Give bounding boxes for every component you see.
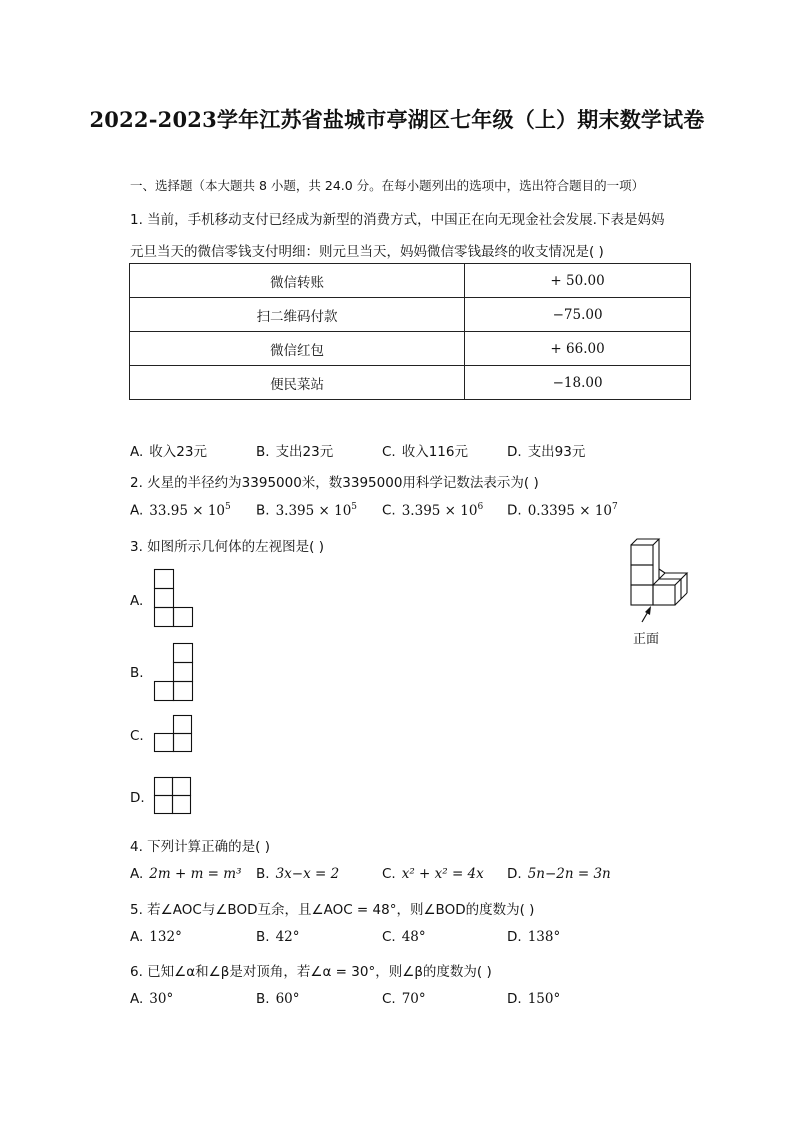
q2-stem: 2. 火星的半径约为3395000米，数3395000用科学记数法表示为( ): [130, 475, 539, 491]
q3-stem: 3. 如图所示几何体的左视图是( ): [130, 539, 324, 555]
q3-option-a-figure[interactable]: [154, 569, 194, 629]
q5-option-c[interactable]: C. 48°: [382, 929, 426, 945]
q1-option-a[interactable]: A. 收入23元: [130, 444, 207, 460]
q1-option-d[interactable]: D. 支出93元: [507, 444, 586, 460]
q3-option-b-label[interactable]: B.: [130, 665, 144, 681]
q6-option-c[interactable]: C. 70°: [382, 991, 426, 1007]
front-label: 正面: [633, 632, 660, 647]
q3-option-d-label[interactable]: D.: [130, 790, 145, 806]
q1-option-c[interactable]: C. 收入116元: [382, 444, 468, 460]
q4-option-d[interactable]: D. 5n−2n = 3n: [507, 866, 611, 882]
table-row: [130, 298, 691, 332]
q6-option-b[interactable]: B. 60°: [256, 991, 300, 1007]
q3-option-c-figure[interactable]: [154, 715, 194, 755]
table-cell-item: 扫二维码付款: [130, 298, 465, 332]
table-cell-amount: −75.00: [465, 298, 691, 332]
q6-stem: 6. 已知∠α和∠β是对顶角，若∠α = 30°，则∠β的度数为( ): [130, 964, 492, 980]
q6-option-d[interactable]: D. 150°: [507, 991, 561, 1007]
table-cell-item: 便民菜站: [130, 366, 465, 400]
table-cell-item: 微信红包: [130, 332, 465, 366]
q4-stem: 4. 下列计算正确的是( ): [130, 839, 270, 855]
table-cell-item: 微信转账: [130, 264, 465, 298]
q3-option-d-figure[interactable]: [154, 777, 194, 817]
table-cell-amount: −18.00: [465, 366, 691, 400]
q5-option-d[interactable]: D. 138°: [507, 929, 561, 945]
q4-option-a[interactable]: A. 2m + m = m³: [130, 866, 242, 882]
payment-table: [129, 263, 691, 400]
solid-figure: [625, 535, 695, 630]
q3-option-b-figure[interactable]: [154, 643, 194, 703]
q1-option-b[interactable]: B. 支出23元: [256, 444, 334, 460]
table-row: [130, 264, 691, 298]
q2-option-c[interactable]: C. $3.395 \times 10^6$: [382, 502, 484, 519]
q4-option-c[interactable]: C. x² + x² = 4x: [382, 866, 484, 882]
q5-option-b[interactable]: B. 42°: [256, 929, 300, 945]
table-cell-amount: + 50.00: [465, 264, 691, 298]
q3-option-a-label[interactable]: A.: [130, 593, 144, 609]
table-row: [130, 366, 691, 400]
q2-option-a[interactable]: A. $33.95 \times 10^5$: [130, 502, 231, 519]
q6-option-a[interactable]: A. 30°: [130, 991, 174, 1007]
table-cell-amount: + 66.00: [465, 332, 691, 366]
q2-option-b[interactable]: B. $3.395 \times 10^5$: [256, 502, 358, 519]
q4-option-b[interactable]: B. 3x−x = 2: [256, 866, 340, 882]
q1-stem-line2: 元旦当天的微信零钱支付明细：则元旦当天，妈妈微信零钱最终的收支情况是( ): [130, 244, 604, 260]
q5-stem: 5. 若∠AOC与∠BOD互余，且∠AOC = 48°，则∠BOD的度数为( ): [130, 902, 535, 918]
q1-stem-line1: 1. 当前，手机移动支付已经成为新型的消费方式，中国正在向无现金社会发展.下表是妈妈: [130, 212, 665, 228]
q3-option-c-label[interactable]: C.: [130, 728, 144, 744]
q2-option-d[interactable]: D. $0.3395 \times 10^7$: [507, 502, 618, 519]
exam-title: 2022-2023学年江苏省盐城市亭湖区七年级（上）期末数学试卷: [89, 107, 705, 132]
table-row: [130, 332, 691, 366]
section-heading: 一、选择题（本大题共 8 小题，共 24.0 分。在每小题列出的选项中，选出符合题目的一项）: [130, 178, 645, 193]
q5-option-a[interactable]: A. 132°: [130, 929, 182, 945]
